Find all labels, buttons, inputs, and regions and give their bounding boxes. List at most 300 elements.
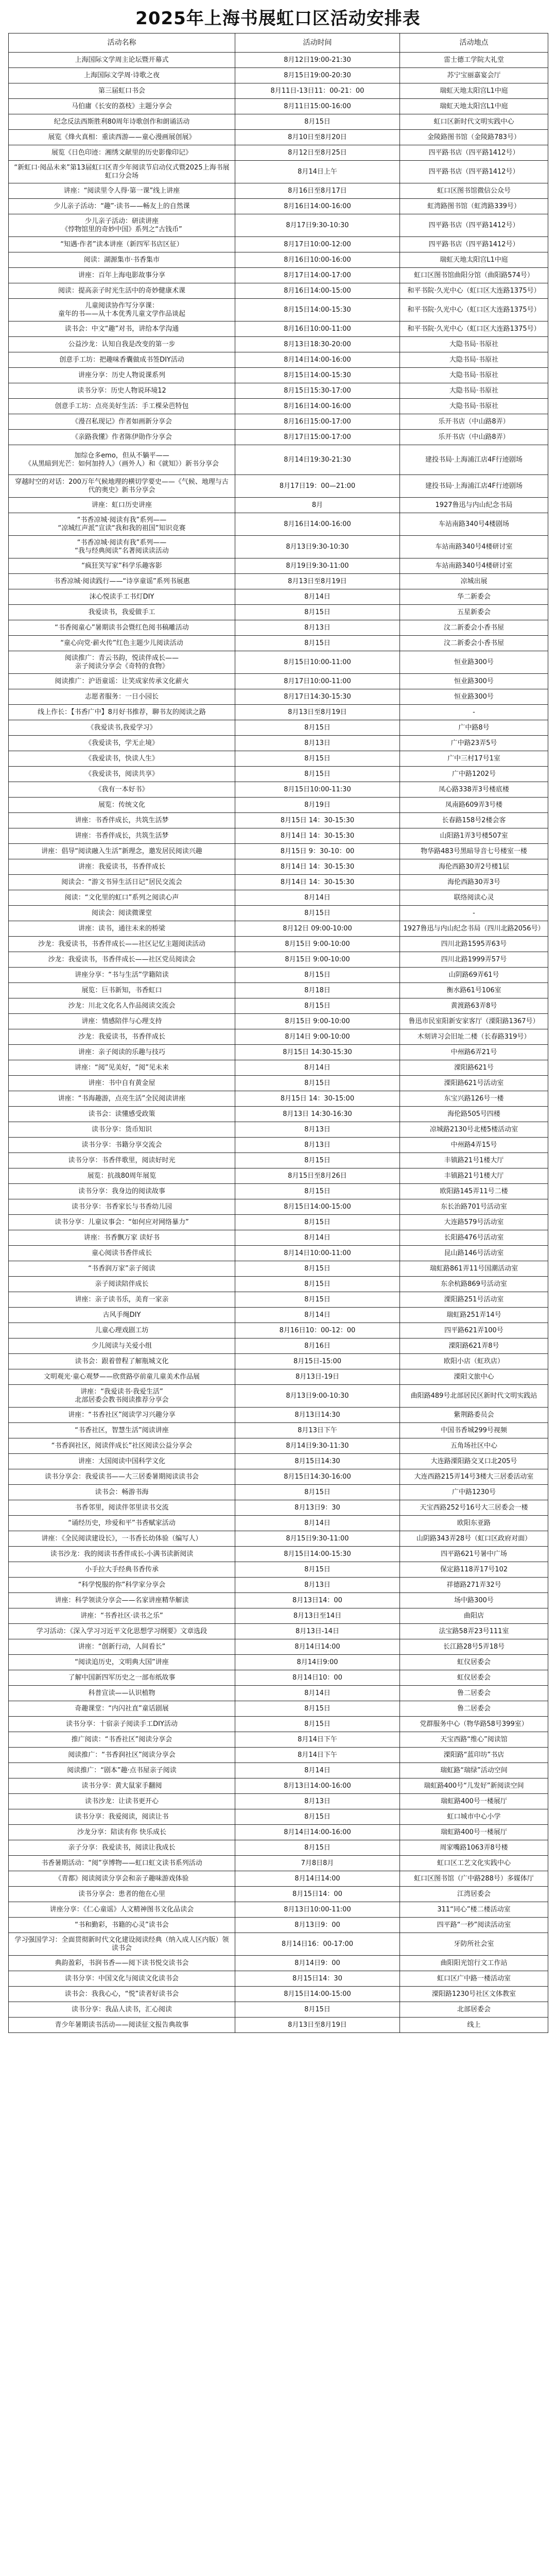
activity-place-cell-text: 溧阳路251号活动室 [444, 1295, 504, 1303]
activity-name-cell-text: 阅读会：阅读微课堂 [91, 909, 152, 917]
activity-time-cell [235, 859, 400, 875]
activity-time-cell-text: 8月14日 [304, 1766, 331, 1774]
activity-time-cell [235, 952, 400, 968]
activity-time-cell-text: 8月13日9：00 [294, 1921, 340, 1929]
table-row [9, 1701, 548, 1717]
activity-time-cell-text: 8月15日10:00-11:30 [284, 785, 351, 793]
activity-time-cell [235, 1230, 400, 1246]
activity-name-cell [9, 574, 235, 589]
activity-time-cell-text: 8月16日 [304, 1342, 331, 1350]
activity-name-cell-text: 展览《烽火真相：重读西游——童心漫画展创展》 [48, 133, 196, 141]
table-row [9, 1354, 548, 1369]
activity-time-cell [235, 1076, 400, 1091]
activity-place-cell [400, 1809, 548, 1825]
activity-name-cell-text: 读书分享：我品人读书，汇心阅读 [71, 2005, 172, 2013]
activity-time-cell [235, 1531, 400, 1547]
activity-place-cell [400, 1918, 548, 1933]
activity-name-cell-text: 读书分享：历史人物说环境12 [77, 386, 166, 395]
activity-name-cell [9, 859, 235, 875]
activity-name-cell-text: 少儿阅读与关爱小组 [91, 1342, 152, 1350]
activity-name-cell-text: 线上作长：【书香广中】8月好书推荐，聊书友的阅读之路 [38, 708, 206, 716]
activity-time-cell [235, 498, 400, 513]
activity-name-cell-text: 沙龙：我爱读书，书香伴成长——社区记忆主题阅读活动 [38, 940, 205, 948]
activity-place-cell [400, 1261, 548, 1277]
activity-place-cell-text: 四平路书店（四平路1412号） [428, 221, 519, 229]
activity-name-cell [9, 636, 235, 651]
activity-place-cell [400, 890, 548, 906]
table-row [9, 1748, 548, 1763]
activity-name-cell-text: 儿童阅读协作写分享课： 童年的书——从十本优秀儿童文学作品谈起 [58, 301, 185, 318]
activity-time-cell-text: 8月14日 [304, 592, 331, 601]
table-row [9, 1686, 548, 1701]
table-row [9, 1184, 548, 1199]
activity-place-cell [400, 1076, 548, 1091]
activity-name-cell [9, 161, 235, 183]
table-row [9, 1825, 548, 1840]
activity-time-cell [235, 1902, 400, 1918]
activity-place-cell [400, 998, 548, 1014]
activity-place-cell [400, 1354, 548, 1369]
table-row [9, 1933, 548, 1956]
activity-time-cell-text: 8月14日9:30-11:30 [286, 1442, 349, 1450]
table-row [9, 875, 548, 890]
activity-place-cell [400, 2018, 548, 2033]
activity-time-cell-text: 8月13日至8月19日 [288, 708, 347, 716]
activity-name-cell [9, 1369, 235, 1385]
activity-place-cell [400, 1732, 548, 1748]
activity-name-cell-text: 沙龙：我爱读书，书香伴成长——社区党员阅读会 [48, 955, 196, 963]
activity-name-cell-text: 讲座：“我爱读书·我爱生活” 北部居委会教书阅读推荐分享会 [75, 1387, 169, 1404]
activity-name-cell-text: 《我爱读书，学无止境》 [84, 739, 159, 747]
activity-place-cell-text: 溧阳路“蓝印坊”书店 [443, 1751, 505, 1759]
table-row [9, 1778, 548, 1794]
activity-place-cell [400, 283, 548, 299]
activity-place-cell [400, 782, 548, 798]
activity-place-cell-text: 车站南路340号4楼剧场 [438, 520, 510, 528]
activity-name-cell [9, 1060, 235, 1076]
activity-time-cell [235, 1763, 400, 1778]
activity-place-cell-text: 溧阳文旅中心 [454, 1372, 494, 1381]
activity-time-cell [235, 921, 400, 937]
activity-time-cell-text: 8月15日 14：30-15:30 [280, 816, 355, 824]
activity-time-cell [235, 720, 400, 736]
activity-name-cell-text: 读书会：我我心心，“悦”读者好读书会 [64, 1990, 179, 1998]
activity-place-cell-text: 四川北路1999弄57号 [441, 955, 507, 963]
activity-time-cell [235, 1778, 400, 1794]
activity-name-cell-text: 我爱读书，我爱做手工 [88, 608, 155, 616]
activity-place-cell-text: 大隐书局·书原社 [449, 386, 499, 395]
activity-place-cell [400, 1246, 548, 1261]
activity-name-cell [9, 283, 235, 299]
activity-name-cell [9, 1029, 235, 1045]
activity-time-cell-text: 8月16日10:00-11:00 [284, 325, 351, 333]
table-row [9, 1246, 548, 1261]
table-row [9, 1624, 548, 1639]
activity-name-cell [9, 720, 235, 736]
activity-name-cell [9, 1918, 235, 1933]
activity-name-cell-text: 读书分享：十宿亲子阅读手工DIY活动 [66, 1720, 178, 1728]
activity-name-cell-text: “书香阅童心”暑期读书会暨红色阅书稿雕活动 [55, 623, 189, 632]
activity-name-cell [9, 83, 235, 99]
activity-time-cell [235, 321, 400, 337]
activity-time-cell-text: 8月18日 [304, 986, 331, 994]
page-title: 2025年上海书展虹口区活动安排表 [135, 8, 421, 29]
activity-place-cell [400, 1168, 548, 1184]
activity-time-cell-text: 8月13日9:30-10:30 [286, 543, 349, 551]
activity-name-cell [9, 1856, 235, 1871]
activity-name-cell-text: 讲座分享：历史人物说课系列 [78, 371, 165, 379]
activity-place-cell [400, 161, 548, 183]
activity-place-cell-text: 瑞虹路“瑞绿”活动空间 [440, 1766, 508, 1774]
activity-time-cell-text: 8月 [311, 501, 323, 509]
activity-time-cell [235, 1918, 400, 1933]
activity-name-cell-text: 阅读会：“游文书异生活日记”居民交流会 [61, 878, 182, 886]
activity-name-cell [9, 651, 235, 674]
activity-name-cell-text: 讲座：读书，通往未来的桥梁 [78, 924, 165, 933]
activity-place-cell-text: 恒业路300号 [454, 658, 494, 666]
table-row [9, 283, 548, 299]
activity-time-cell-text: 8月14日 14：30-15:30 [280, 878, 355, 886]
activity-name-cell-text: 阅读：提高亲子时光生活中的奇妙健康术课 [58, 286, 185, 295]
activity-time-cell [235, 736, 400, 751]
activity-place-cell-text: 海伦路505号四楼 [447, 1110, 500, 1118]
activity-place-cell-text: 1927鲁迅与内山纪念书局 [435, 501, 513, 509]
activity-place-cell-text: 长江路28号5弄18号 [443, 1642, 505, 1651]
activity-name-cell [9, 558, 235, 574]
activity-name-cell-text: 学习活动：《深入学习习近平文化思想学习纲要》文章选段 [36, 1627, 207, 1635]
activity-time-cell [235, 430, 400, 445]
activity-name-cell-text: 讲座：大国阅读中国科学文化 [78, 1457, 165, 1465]
activity-place-cell-text: 瑞虹路861弄11号国潮活动室 [429, 1264, 518, 1273]
activity-time-cell-text: 8月13日14：00 [292, 1596, 342, 1604]
table-row [9, 1856, 548, 1871]
activity-name-cell [9, 145, 235, 161]
activity-place-cell-text: 溧阳路1230号社区文体教室 [431, 1990, 516, 1998]
table-row [9, 1887, 548, 1902]
activity-name-cell [9, 1608, 235, 1624]
activity-time-cell [235, 968, 400, 983]
activity-time-cell [235, 1438, 400, 1454]
activity-place-cell [400, 1639, 548, 1655]
table-row [9, 1338, 548, 1354]
activity-time-cell [235, 813, 400, 828]
activity-time-cell-text: 8月15日 [304, 1218, 331, 1226]
activity-time-cell-text: 8月15日 [304, 909, 331, 917]
activity-time-cell [235, 1292, 400, 1308]
activity-place-cell [400, 1902, 548, 1918]
activity-time-cell-text: 8月17日9:30-10:30 [286, 221, 349, 229]
activity-time-cell [235, 1971, 400, 1987]
activity-name-cell [9, 252, 235, 268]
table-row [9, 145, 548, 161]
activity-name-cell-text: 书香邻里，阅读伴邻里读书交流 [75, 1503, 169, 1512]
activity-place-cell-text: 山阳路1弄3号楼507室 [440, 832, 508, 840]
activity-name-cell [9, 383, 235, 399]
activity-name-cell-text: 读书会：跟着曾程了解瓶城文化 [75, 1357, 169, 1365]
activity-time-cell [235, 475, 400, 498]
activity-time-cell-text: 8月15日 14：30-15:00 [280, 1094, 355, 1103]
table-row [9, 1809, 548, 1825]
activity-name-cell-text: 读书分享：书香家长与书香幼儿园 [71, 1202, 172, 1211]
activity-time-cell-text: 8月14日14:00 [294, 1642, 340, 1651]
activity-name-cell [9, 1987, 235, 2002]
activity-place-cell-text: 东余杭路869号活动室 [441, 1280, 507, 1288]
activity-place-cell [400, 83, 548, 99]
activity-place-cell-text: 联络阅读心灵 [454, 893, 494, 902]
activity-time-cell-text: 8月14日19:30-21:30 [284, 455, 351, 464]
header-activity-name: 活动名称 [9, 33, 235, 53]
activity-place-cell-text: 海伦西路30弄2号楼1层 [438, 862, 510, 871]
activity-place-cell-text: 昆山路146号活动室 [444, 1249, 504, 1257]
table-row [9, 968, 548, 983]
activity-place-cell-text: 广中路1202号 [451, 770, 496, 778]
activity-name-cell-text: 讲座：我爱读书，书香伴成长 [78, 862, 165, 871]
activity-time-cell-text: 8月15日 [304, 1264, 331, 1273]
activity-time-cell-text: 8月17日10:00-11:00 [284, 677, 351, 685]
table-row [9, 844, 548, 859]
activity-time-cell [235, 1500, 400, 1516]
activity-place-cell [400, 268, 548, 283]
activity-time-cell [235, 536, 400, 558]
table-row [9, 736, 548, 751]
activity-place-cell-text: 中国书香城299号视频 [441, 1426, 507, 1434]
activity-name-cell [9, 1168, 235, 1184]
activity-place-cell [400, 736, 548, 751]
table-row [9, 1076, 548, 1091]
activity-place-cell [400, 705, 548, 720]
activity-time-cell-text: 8月13日14:30 [294, 1411, 340, 1419]
header-activity-place: 活动地点 [400, 33, 548, 53]
activity-time-cell-text: 8月14日14:00 [294, 1874, 340, 1883]
activity-time-cell [235, 574, 400, 589]
activity-place-cell [400, 1199, 548, 1215]
activity-place-cell-text: 广中路1230号 [451, 1488, 496, 1496]
activity-name-cell-text: 小手拉大手经典书香传承 [84, 1565, 159, 1573]
activity-time-cell-text: 8月13日9:00-10:30 [286, 1392, 349, 1400]
activity-name-cell [9, 1840, 235, 1856]
activity-time-cell [235, 399, 400, 414]
activity-name-cell [9, 1261, 235, 1277]
activity-name-cell [9, 589, 235, 605]
activity-place-cell [400, 1423, 548, 1438]
table-row [9, 859, 548, 875]
activity-time-cell-text: 8月13日 [304, 1797, 331, 1805]
activity-name-cell-text: 展览：抗战80周年展览 [87, 1172, 157, 1180]
activity-name-cell-text: 读书分享：中国文化与阅读文化读书会 [64, 1974, 179, 1982]
activity-time-cell-text: 8月14日 9:00-10:00 [285, 1032, 350, 1041]
table-body [9, 53, 548, 2033]
activity-name-cell-text: 讲座：百年上海电影故事分享 [78, 271, 165, 279]
activity-name-cell-text: 《漫召私现记》作者如画新分享会 [71, 417, 172, 426]
activity-name-cell [9, 414, 235, 430]
activity-time-cell-text: 8月15日 [304, 2005, 331, 2013]
activity-name-cell-text: 阅读推广：青云书韵，悦读伴成长—— 亲子阅读分享会《奇特的食物》 [64, 654, 179, 670]
activity-name-cell-text: 志愿者服务：一日小园长 [84, 692, 159, 701]
activity-time-cell-text: 8月16日14:00-16:00 [284, 520, 351, 528]
activity-time-cell [235, 1199, 400, 1215]
activity-name-cell-text: 展览《日色印迹：湘绣文献里的历史影像印记》 [51, 148, 192, 157]
activity-place-cell-text: 乐开书店（中山路8弄） [438, 417, 510, 426]
activity-place-cell-text: 大连路溧阳路交叉口北205号 [430, 1457, 517, 1465]
activity-name-cell-text: 讲座：书中自有黄金屋 [88, 1079, 155, 1087]
activity-place-cell [400, 1338, 548, 1354]
table-row [9, 1215, 548, 1230]
table-row [9, 1323, 548, 1338]
activity-place-cell-text: 大连路579号活动室 [444, 1218, 504, 1226]
activity-time-cell-text: 8月14日上午 [298, 167, 337, 176]
activity-place-cell-text: 大隐书局·书原社 [449, 355, 499, 364]
activity-time-cell-text: 8月13日 [304, 623, 331, 632]
activity-time-cell [235, 299, 400, 321]
activity-place-cell [400, 1408, 548, 1423]
activity-place-cell [400, 1277, 548, 1292]
activity-place-cell [400, 1215, 548, 1230]
table-row [9, 130, 548, 145]
table-row [9, 1277, 548, 1292]
activity-name-cell-text: 上海国际文学周·诗歌之夜 [83, 71, 160, 79]
activity-name-cell-text: 讲座：“书香社区”阅读学习兴趣分享 [68, 1411, 176, 1419]
activity-place-cell [400, 1500, 548, 1516]
activity-time-cell [235, 1547, 400, 1562]
activity-place-cell-text: 车站南路340号4楼研讨室 [435, 562, 513, 570]
activity-place-cell-text: 曲阳路489号北部居民区新时代文明实践站 [410, 1392, 537, 1400]
activity-time-cell-text: 8月14日16：00-17:00 [281, 1940, 354, 1948]
activity-time-cell-text: 8月16日14:00-16:00 [284, 402, 351, 410]
activity-time-cell-text: 8月13日-14日 [295, 1627, 340, 1635]
activity-name-cell [9, 1902, 235, 1918]
activity-place-cell [400, 1701, 548, 1717]
table-row [9, 1091, 548, 1107]
activity-place-cell-text: 曲阳阳光馆行文工作站 [440, 1959, 508, 1967]
activity-name-cell-text: 青少年暑期读书活动——阅读征文报告典故事 [55, 2021, 189, 2029]
activity-time-cell-text: 8月14日下午 [298, 1751, 337, 1759]
activity-name-cell [9, 813, 235, 828]
activity-time-cell [235, 1485, 400, 1500]
activity-time-cell-text: 8月13日至8月19日 [288, 577, 347, 585]
activity-time-cell-text: 8月10日至8月20日 [288, 133, 347, 141]
activity-place-cell-text: 金陵路图书馆（金陵路783号） [427, 133, 520, 141]
activity-name-cell [9, 1354, 235, 1369]
activity-place-cell-text: 保定路118弄17号102 [440, 1565, 508, 1573]
activity-name-cell [9, 1385, 235, 1408]
activity-place-cell [400, 1825, 548, 1840]
activity-time-cell [235, 1701, 400, 1717]
activity-place-cell-text: 北部居委会 [457, 2005, 491, 2013]
activity-name-cell-text: 公益沙龙：认知自我是改变的第一步 [68, 340, 176, 348]
activity-time-cell [235, 1338, 400, 1354]
table-row [9, 782, 548, 798]
table-row [9, 1608, 548, 1624]
activity-time-cell-text: 8月14日 [304, 1311, 331, 1319]
activity-name-cell [9, 399, 235, 414]
activity-time-cell [235, 1153, 400, 1168]
activity-place-cell-text: 车站南路340号4楼研讨室 [435, 543, 513, 551]
activity-time-cell-text: 8月15日 [304, 723, 331, 732]
activity-time-cell-text: 8月14日 [304, 1233, 331, 1242]
activity-name-cell-text: 讲座分享：《仁心童谣》人文精神图书文化品读会 [49, 1905, 194, 1913]
activity-name-cell [9, 1655, 235, 1670]
activity-time-cell-text: 8月15日 [304, 1488, 331, 1496]
table-row [9, 352, 548, 368]
activity-name-cell-text: 阅读推广：“书香润社区”阅读分享会 [68, 1751, 176, 1759]
activity-name-cell [9, 337, 235, 352]
activity-name-cell [9, 689, 235, 705]
activity-time-cell-text: 8月12日至8月25日 [288, 148, 347, 157]
activity-place-cell-text: 中州路6弄21号 [450, 1048, 497, 1056]
activity-place-cell [400, 1184, 548, 1199]
activity-place-cell [400, 1469, 548, 1485]
activity-place-cell-text: 瑞虹天地太阳宫L1中庭 [440, 87, 508, 95]
activity-place-cell [400, 875, 548, 890]
activity-time-cell-text: 8月15日14：30 [292, 1974, 342, 1982]
table-row [9, 83, 548, 99]
activity-time-cell [235, 875, 400, 890]
activity-place-cell [400, 1593, 548, 1608]
table-row [9, 513, 548, 536]
activity-place-cell [400, 605, 548, 620]
activity-time-cell-text: 8月16日10：00-12：00 [279, 1326, 356, 1334]
table-row [9, 1308, 548, 1323]
table-row [9, 161, 548, 183]
activity-name-cell-text: 推广阅读：“书香社区”阅读分享会 [71, 1735, 172, 1743]
activity-name-cell [9, 498, 235, 513]
activity-place-cell-text: 大隐书局·书原社 [449, 340, 499, 348]
activity-name-cell [9, 1107, 235, 1122]
activity-name-cell-text: 讲座：书香伴成长，共筑生活梦 [75, 832, 169, 840]
activity-place-cell-text: 海伦西路30弄3号 [447, 878, 500, 886]
activity-name-cell [9, 430, 235, 445]
activity-time-cell-text: 8月14日14:00-16:00 [284, 1828, 351, 1836]
activity-place-cell-text: 广中三村17号1室 [447, 754, 500, 762]
activity-name-cell-text: 读书会：读懂感受政策 [88, 1110, 155, 1118]
activity-place-cell-text: 雷士德工学院大礼堂 [443, 56, 504, 64]
activity-name-cell-text: 阅读：湖源集市·书香集市 [83, 256, 160, 264]
activity-place-cell [400, 1778, 548, 1794]
activity-place-cell [400, 130, 548, 145]
activity-place-cell [400, 68, 548, 83]
activity-time-cell-text: 8月14日下午 [298, 1735, 337, 1743]
activity-name-cell [9, 844, 235, 859]
activity-name-cell-text: 童心阅读书香伴成长 [91, 1249, 152, 1257]
activity-place-cell [400, 1547, 548, 1562]
activity-name-cell [9, 1500, 235, 1516]
activity-time-cell-text: 8月14日 [304, 1519, 331, 1527]
table-row [9, 1987, 548, 2002]
activity-place-cell [400, 1717, 548, 1732]
activity-time-cell-text: 8月15日 [304, 1187, 331, 1195]
activity-name-cell [9, 321, 235, 337]
activity-place-cell-text: 凉城路2130号北楼5楼活动室 [429, 1125, 518, 1133]
activity-name-cell [9, 1485, 235, 1500]
activity-name-cell [9, 890, 235, 906]
activity-time-cell [235, 1887, 400, 1902]
activity-time-cell [235, 1354, 400, 1369]
activity-time-cell [235, 1107, 400, 1122]
activity-time-cell-text: 8月14日14:00-16:00 [284, 355, 351, 364]
activity-place-cell-text: 欧阳小店（虹玖店） [443, 1357, 504, 1365]
table-row [9, 1732, 548, 1748]
activity-name-cell-text: 创意手工坊：把趣味香囊做成书签DIY活动 [59, 355, 184, 364]
activity-name-cell-text: 学习强国学习：全面贯彻新时代文化建设阅读经典（纳入成人区内版）领读书会 [14, 1936, 229, 1952]
activity-name-cell [9, 214, 235, 237]
activity-place-cell [400, 299, 548, 321]
activity-place-cell [400, 1933, 548, 1956]
activity-name-cell-text: “书香凉城·阅读有我”系列—— “我与经典阅读”名著阅读读活动 [75, 538, 169, 555]
activity-name-cell-text: 讲座：虹口历史讲座 [91, 501, 152, 509]
activity-place-cell-text: 欧阳东亚路 [457, 1519, 491, 1527]
table-row [9, 1385, 548, 1408]
activity-place-cell-text: 虹口区图书馆微信公众号 [437, 187, 511, 195]
